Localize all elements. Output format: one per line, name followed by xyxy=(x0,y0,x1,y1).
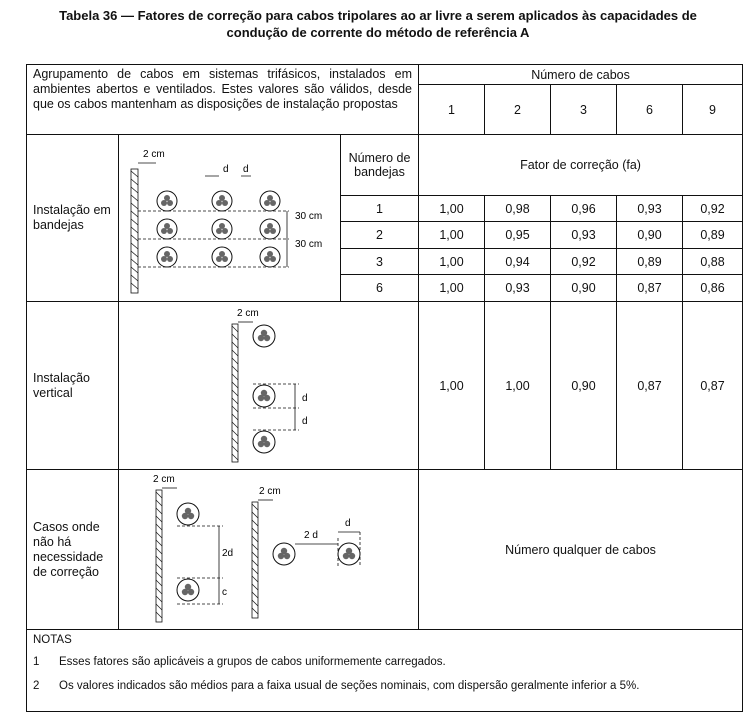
cable-count-2: 2 xyxy=(485,85,551,135)
factor-cell: 0,87 xyxy=(683,302,743,470)
factor-cell: 0,90 xyxy=(551,275,617,302)
factor-cell: 0,92 xyxy=(683,196,743,222)
no-correction-dist-wall-label-1: 2 cm xyxy=(153,474,175,485)
trays-count: 1 xyxy=(341,196,419,222)
title-line-1: Tabela 36 — Fatores de correção para cabos tripolares ao ar livre a serem aplicados às capacidades de xyxy=(59,8,697,23)
factor-cell: 0,90 xyxy=(551,302,617,470)
correction-factor-table xyxy=(26,64,743,712)
trays-diagram xyxy=(119,135,341,298)
notes-cell xyxy=(27,630,743,712)
no-correction-2d-label: 2d xyxy=(222,548,234,559)
no-correction-cores-right xyxy=(278,548,355,559)
factor-cell: 1,00 xyxy=(419,275,485,302)
cable-count-3: 3 xyxy=(551,85,617,135)
factor-cell: 0,98 xyxy=(485,196,551,222)
vertical-dist-wall-label: 2 cm xyxy=(237,308,259,319)
cable-count-9: 9 xyxy=(683,85,743,135)
factor-cell: 0,89 xyxy=(683,222,743,249)
vertical-diagram xyxy=(119,302,419,466)
trays-dist-wall-label: 2 cm xyxy=(143,149,165,160)
factor-cell: 1,00 xyxy=(419,302,485,470)
trays-diagram-cell xyxy=(119,135,341,302)
trays-gap-label-2: 30 cm xyxy=(295,239,323,250)
no-correction-row xyxy=(27,470,743,630)
no-correction-cores-left xyxy=(182,508,194,595)
notes-heading: NOTAS xyxy=(33,634,72,646)
no-correction-d-label: d xyxy=(345,518,351,529)
factor-cell: 0,87 xyxy=(617,302,683,470)
note-item xyxy=(33,654,736,670)
table-title xyxy=(0,7,756,41)
factor-cell: 1,00 xyxy=(419,248,485,275)
trays-label: Instalação em bandejas xyxy=(33,203,111,232)
trays-wall xyxy=(131,169,138,293)
no-correction-diagram xyxy=(119,470,419,626)
no-correction-2d-h-label: 2 d xyxy=(304,530,318,541)
note-text: Os valores indicados são médios para a faixa usual de seções nominais, com dispersão geralmente inferior a 5%. xyxy=(59,680,640,692)
vertical-wall xyxy=(232,324,238,462)
trays-count: 3 xyxy=(341,248,419,275)
factor-cell: 0,95 xyxy=(485,222,551,249)
vertical-spacing-label-2: d xyxy=(302,416,308,427)
title-line-2: condução de corrente do método de referência A xyxy=(226,25,530,40)
factor-cell: 0,86 xyxy=(683,275,743,302)
numero-cabos-header: Número de cabos xyxy=(419,65,743,85)
factor-cell: 1,00 xyxy=(419,196,485,222)
trays-gap-label-1: 30 cm xyxy=(295,211,323,222)
note-number: 1 xyxy=(33,656,40,668)
vertical-cables xyxy=(253,325,275,453)
no-correction-label: Casos onde não há necessidade de correção xyxy=(33,519,104,579)
factor-cell: 0,88 xyxy=(683,248,743,275)
trays-count: 2 xyxy=(341,222,419,249)
vertical-diagram-cell xyxy=(119,302,419,470)
no-correction-dist-wall-label-2: 2 cm xyxy=(259,486,281,497)
cable-count-1: 1 xyxy=(419,85,485,135)
no-correction-wall-right xyxy=(252,502,258,618)
vertical-label: Instalação vertical xyxy=(33,370,90,400)
vertical-label-cell xyxy=(27,302,119,470)
factor-cell: 0,96 xyxy=(551,196,617,222)
vertical-spacing-label-1: d xyxy=(302,393,308,404)
header-description-cell xyxy=(27,65,419,135)
factor-cell: 0,90 xyxy=(617,222,683,249)
vertical-row xyxy=(27,302,743,470)
factor-cell: 0,87 xyxy=(617,275,683,302)
cable-count-6: 6 xyxy=(617,85,683,135)
trays-count: 6 xyxy=(341,275,419,302)
trays-spacing-label-2: d xyxy=(243,164,249,175)
factor-cell: 1,00 xyxy=(485,302,551,470)
fator-correcao-header: Fator de correção (fa) xyxy=(419,135,743,196)
factor-cell: 0,93 xyxy=(485,275,551,302)
no-correction-label-cell xyxy=(27,470,119,630)
factor-cell: 0,93 xyxy=(617,196,683,222)
header-description: Agrupamento de cabos em sistemas trifásicos, instalados em ambientes abertos e ventilados. Estes valores são válidos, desde que os cabos mantenham as disposições de instalação propostas xyxy=(33,67,412,111)
note-text: Esses fatores são aplicáveis a grupos de cabos uniformemente carregados. xyxy=(59,656,446,668)
trays-label-cell xyxy=(27,135,119,302)
no-correction-c-label: c xyxy=(222,587,227,598)
no-correction-wall-left xyxy=(156,490,162,622)
factor-cell: 0,89 xyxy=(617,248,683,275)
no-correction-diagram-cell xyxy=(119,470,419,630)
note-number: 2 xyxy=(33,680,40,692)
factor-cell: 0,94 xyxy=(485,248,551,275)
factor-cell: 1,00 xyxy=(419,222,485,249)
numero-bandejas-header: Número de bandejas xyxy=(341,135,419,196)
tray-cable-cores xyxy=(161,195,276,262)
no-correction-text: Número qualquer de cabos xyxy=(419,470,743,630)
trays-spacing-label-1: d xyxy=(223,164,229,175)
factor-cell: 0,93 xyxy=(551,222,617,249)
note-item xyxy=(33,678,736,694)
factor-cell: 0,92 xyxy=(551,248,617,275)
vertical-dimension-lines xyxy=(253,384,299,430)
